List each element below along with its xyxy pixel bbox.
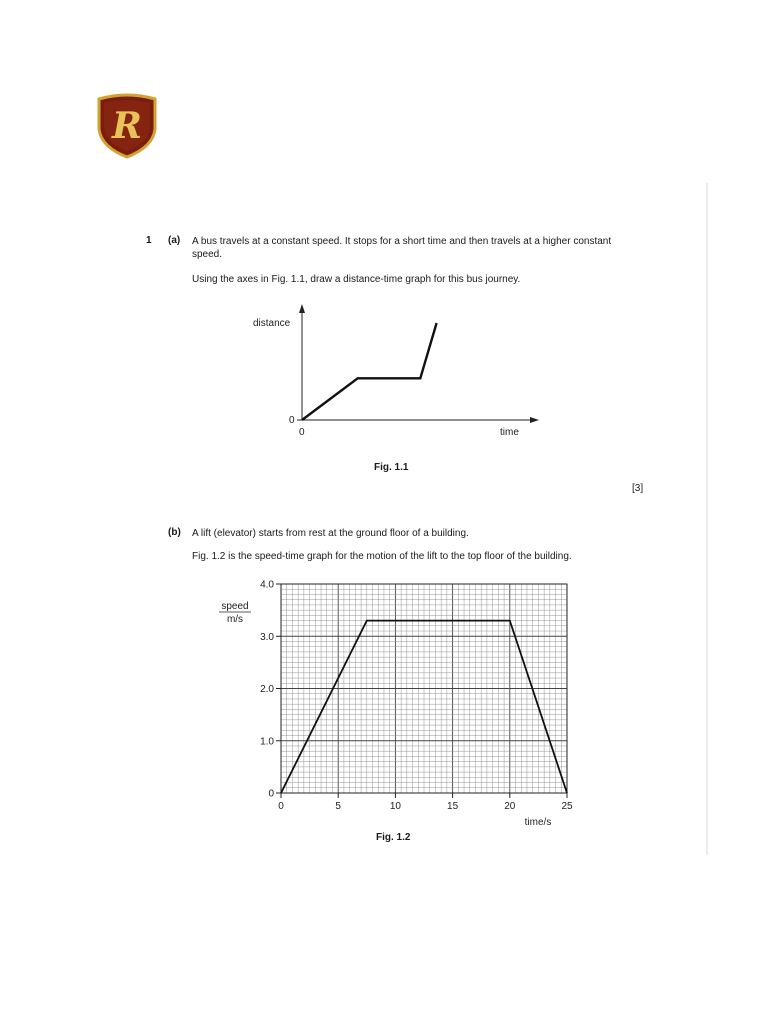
graph-paper-grid <box>281 584 567 793</box>
x-tick-label: 25 <box>561 801 573 812</box>
x-axis-label: time <box>500 427 519 438</box>
y-axis-label: distance <box>253 318 291 329</box>
y-tick-label: 0 <box>268 788 274 800</box>
logo-letter: R <box>112 105 142 147</box>
school-logo <box>96 93 158 159</box>
part-b-line-1: A lift (elevator) starts from rest at the ground floor of a building. <box>192 528 469 539</box>
y-tick-label: 4.0 <box>260 579 274 591</box>
x-tick-label: 20 <box>504 801 516 812</box>
part-a-instruction: Using the axes in Fig. 1.1, draw a distance-time graph for this bus journey. <box>192 274 521 285</box>
y-axis-label-denominator: m/s <box>226 614 244 625</box>
y-tick-label: 3.0 <box>260 631 274 643</box>
fig-1-2-speed-time-graph <box>200 574 600 830</box>
y-axis-label-numerator: speed <box>221 601 249 612</box>
fig-1-1-caption: Fig. 1.1 <box>374 462 409 473</box>
x-tick-label: 5 <box>335 801 341 812</box>
part-b-label: (b) <box>168 527 181 538</box>
y-axis-arrow <box>299 304 305 313</box>
y-tick-label: 1.0 <box>260 736 274 748</box>
x-axis-arrow <box>530 417 539 423</box>
page-edge-rule <box>706 183 708 855</box>
fig-1-1-distance-time-graph <box>240 296 560 446</box>
y-tick-label: 2.0 <box>260 684 274 695</box>
part-a-marks: [3] <box>632 483 644 494</box>
part-a-line-1: A bus travels at a constant speed. It stops for a short time and then travels at a higher constant <box>192 236 612 247</box>
x-tick-label: 10 <box>389 801 401 812</box>
y-origin-label: 0 <box>289 415 295 426</box>
x-origin-label: 0 <box>299 427 305 438</box>
part-a-line-2: speed. <box>192 249 223 260</box>
x-tick-label: 0 <box>278 801 284 812</box>
part-b-line-2: Fig. 1.2 is the speed-time graph for the motion of the lift to the top floor of the building. <box>192 551 572 562</box>
x-axis-label: time/s <box>524 817 552 828</box>
question-number: 1 <box>146 235 152 246</box>
part-a-label: (a) <box>168 235 181 246</box>
bus-journey-line <box>302 323 437 420</box>
fig-1-2-caption: Fig. 1.2 <box>376 832 411 843</box>
x-tick-label: 15 <box>447 801 459 812</box>
